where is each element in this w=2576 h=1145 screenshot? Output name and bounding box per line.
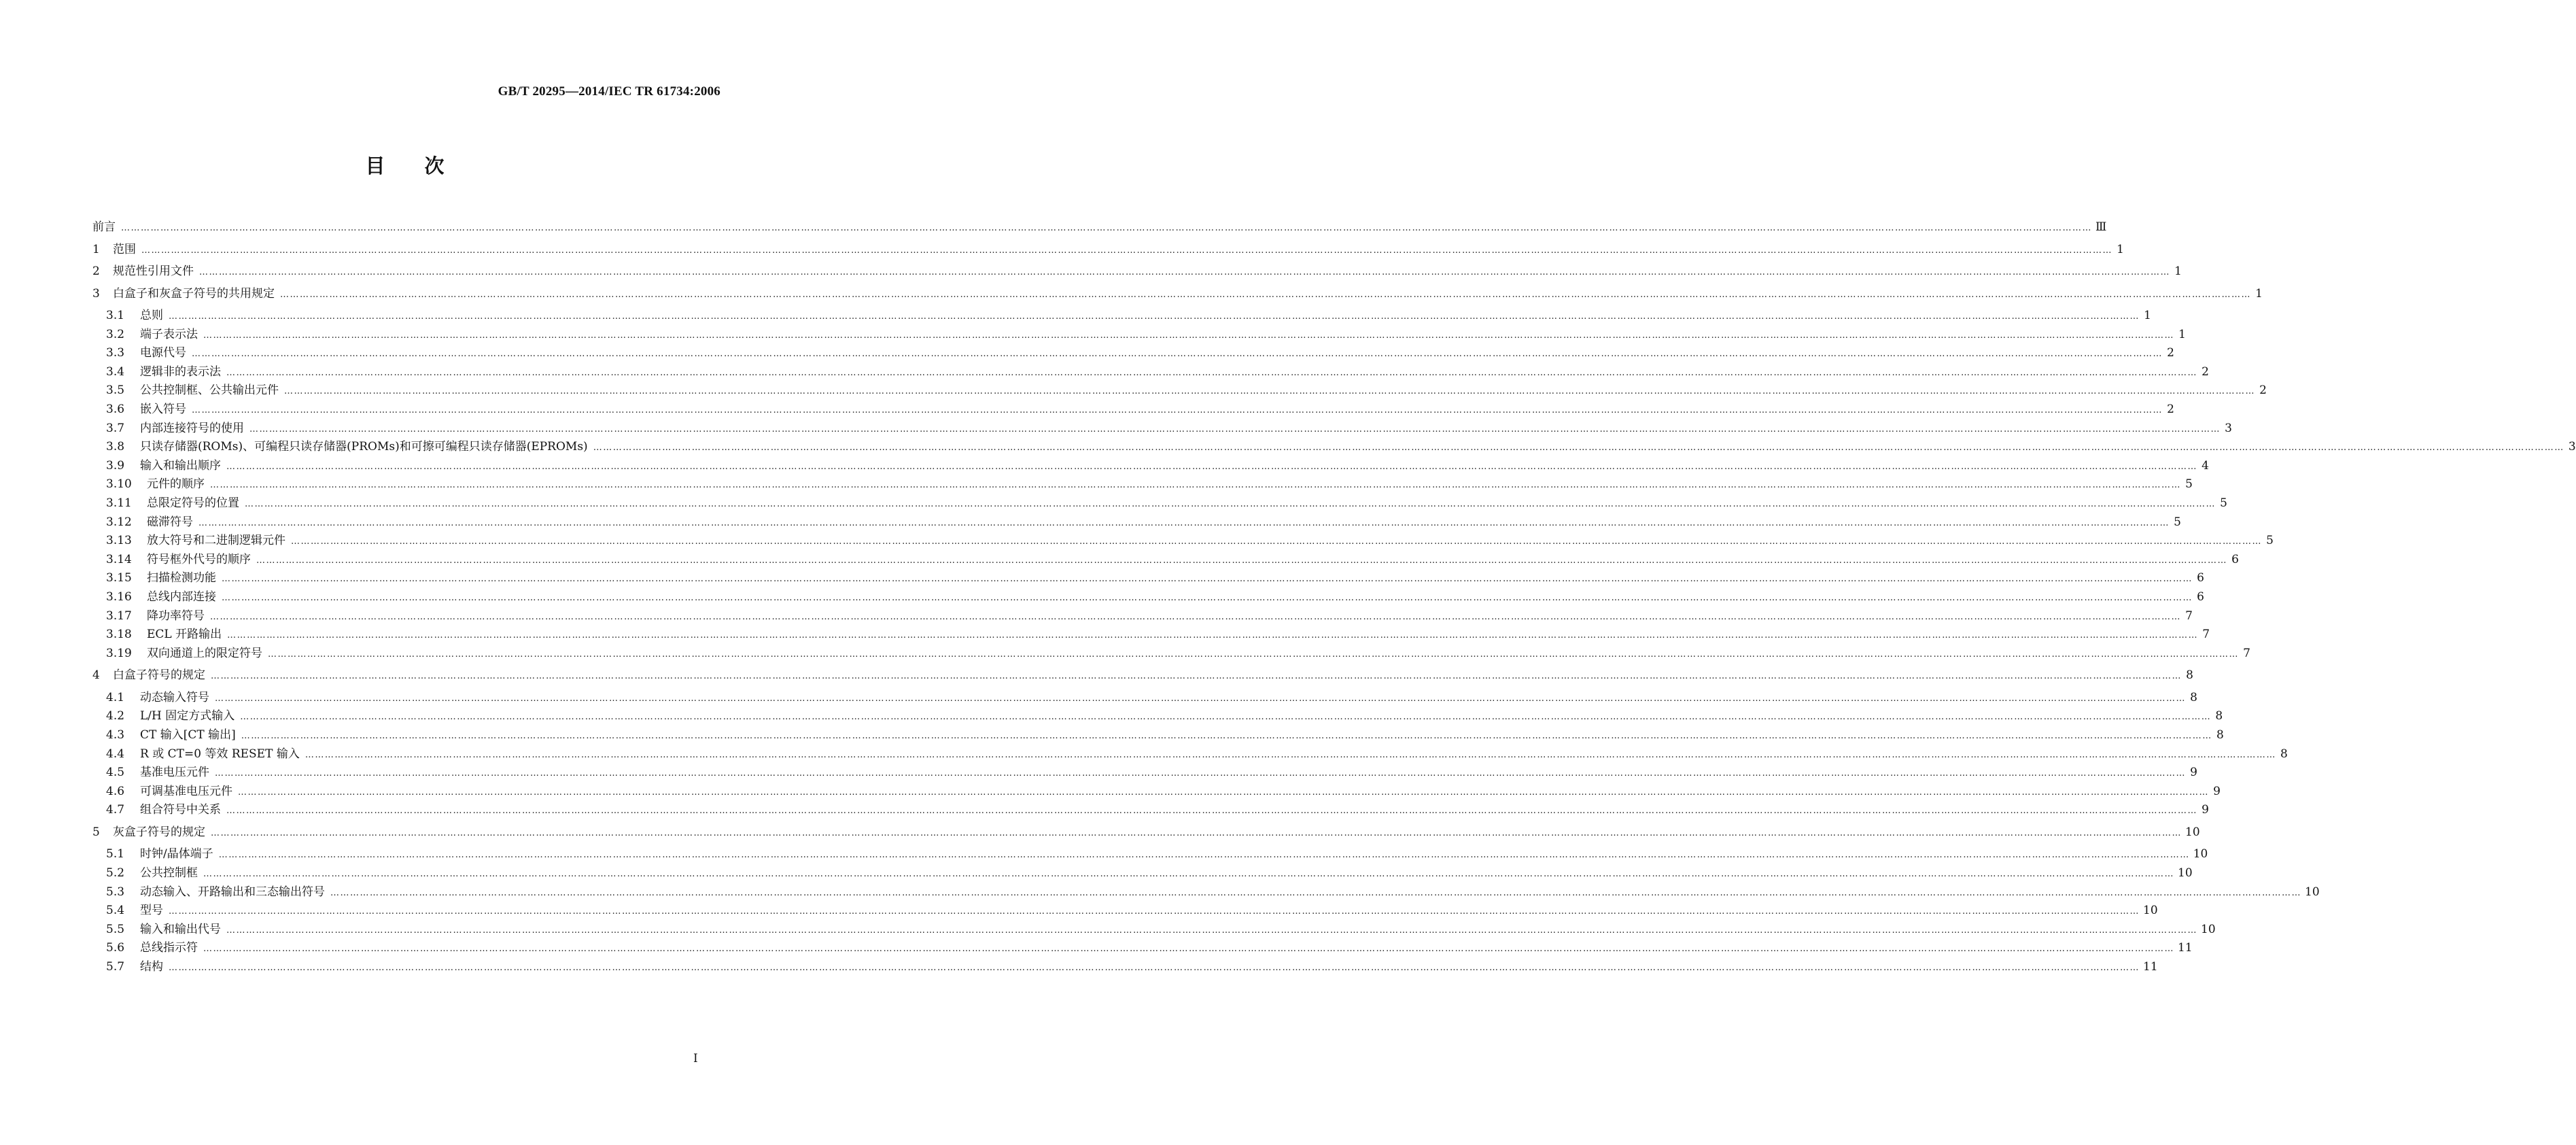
toc-entry-number: 5.2 bbox=[106, 866, 125, 880]
toc-entry-page: 2 bbox=[2259, 383, 2267, 398]
toc-entry[interactable] bbox=[92, 708, 2223, 725]
toc-leader-dots: …………………………………………………………………………………………………………………………………………………………………………………………………………………………………………………………………………………………………………………………………………………………………………………………………………………………………………………………………………………………………………………………………………………… bbox=[268, 649, 2239, 660]
toc-entry-label: 输入和输出代号 bbox=[140, 922, 221, 936]
toc-entry-page: 1 bbox=[2178, 327, 2186, 341]
toc-entry[interactable] bbox=[92, 645, 2250, 663]
toc-entry-number: 5.5 bbox=[106, 922, 125, 936]
toc-entry-label: 电源代号 bbox=[140, 346, 186, 360]
toc-entry[interactable] bbox=[92, 746, 2288, 764]
toc-entry-label: 双向通道上的限定符号 bbox=[147, 646, 262, 660]
toc-entry[interactable] bbox=[92, 532, 2274, 550]
standard-number-header: GB/T 20295—2014/IEC TR 61734:2006 bbox=[498, 84, 720, 99]
toc-entry-number: 2 bbox=[92, 264, 100, 278]
toc-leader-dots: …………………………………………………………………………………………………………………………………………………………………………………………………………………………………………………………………………………………………………………………………………………………………………………………………………………………………………………………………………………………………………………………………………………… bbox=[226, 461, 2197, 472]
toc-entry-page: 7 bbox=[2202, 628, 2210, 642]
toc-entry-label: 组合符号中关系 bbox=[140, 803, 221, 817]
toc-leader-dots: …………………………………………………………………………………………………………………………………………………………………………………………………………………………………………………………………………………………………………………………………………………………………………………………………………………………………………………………………………………………………………………………………………………… bbox=[218, 850, 2190, 861]
toc-entry-label: 总线内部连接 bbox=[147, 590, 216, 604]
toc-entry-number: 5.7 bbox=[106, 960, 125, 974]
toc-entry-number: 3.15 bbox=[106, 571, 132, 585]
toc-entry-page: 9 bbox=[2201, 803, 2209, 817]
toc-entry-number: 4.6 bbox=[106, 784, 125, 798]
toc-entry-label: 元件的顺序 bbox=[147, 477, 205, 492]
toc-leader-dots: …………………………………………………………………………………………………………………………………………………………………………………………………………………………………………………………………………………………………………………………………………………………………………………………………………………………………………………………………………………………………………………………………………………… bbox=[241, 731, 2212, 741]
toc-entry[interactable] bbox=[92, 570, 2204, 587]
toc-entry-label: L/H 固定方式输入 bbox=[140, 709, 235, 723]
toc-leader-dots: …………………………………………………………………………………………………………………………………………………………………………………………………………………………………………………………………………………………………………………………………………………………………………………………………………………………………………………………………………………………………………………………………………………… bbox=[240, 712, 2212, 723]
toc-entry[interactable] bbox=[92, 802, 2209, 819]
toc-entry-number: 5.1 bbox=[106, 847, 125, 861]
toc-entry-label: 磁滞符号 bbox=[147, 515, 193, 529]
toc-entry-label: 结构 bbox=[140, 960, 163, 974]
toc-entry-number: 3.2 bbox=[106, 327, 125, 341]
toc-leader-dots: …………………………………………………………………………………………………………………………………………………………………………………………………………………………………………………………………………………………………………………………………………………………………………………………………………………………………………………………………………………………………………………………………………………… bbox=[227, 630, 2199, 641]
toc-leader-dots: …………………………………………………………………………………………………………………………………………………………………………………………………………………………………………………………………………………………………………………………………………………………………………………………………………………………………………………………………………………………………………………………………………………… bbox=[211, 671, 2182, 682]
toc-entry-label: 灰盒子符号的规定 bbox=[113, 825, 205, 839]
toc-leader-dots: …………………………………………………………………………………………………………………………………………………………………………………………………………………………………………………………………………………………………………………………………………………………………………………………………………………………………………………………………………………………………………………………………………………… bbox=[169, 963, 2140, 973]
toc-leader-dots: …………………………………………………………………………………………………………………………………………………………………………………………………………………………………………………………………………………………………………………………………………………………………………………………………………………………………………………………………………………………………………………………………………………… bbox=[222, 593, 2193, 603]
toc-entry-number: 3.10 bbox=[106, 477, 132, 492]
toc-leader-dots: …………………………………………………………………………………………………………………………………………………………………………………………………………………………………………………………………………………………………………………………………………………………………………………………………………………………………………………………………………………………………………………………………………………… bbox=[192, 405, 2163, 415]
toc-entry-label: 动态输入符号 bbox=[140, 690, 209, 704]
toc-leader-dots: …………………………………………………………………………………………………………………………………………………………………………………………………………………………………………………………………………………………………………………………………………………………………………………………………………………………………………………………………………………………………………………………………………………… bbox=[198, 517, 2170, 528]
toc-entry-page: 1 bbox=[2174, 264, 2182, 278]
toc-entry-label: 嵌入符号 bbox=[140, 403, 186, 416]
toc-leader-dots: …………………………………………………………………………………………………………………………………………………………………………………………………………………………………………………………………………………………………………………………………………………………………………………………………………………………………………………………………………………………………………………………………………………… bbox=[203, 330, 2174, 341]
toc-entry-page: 6 bbox=[2197, 571, 2204, 585]
toc-entry-number: 5.4 bbox=[106, 904, 125, 918]
toc-entry-page: 7 bbox=[2185, 609, 2193, 623]
toc-entry[interactable] bbox=[92, 307, 2151, 325]
toc-entry-label: 放大符号和二进制逻辑元件 bbox=[147, 534, 285, 548]
toc-entry-number: 3.14 bbox=[106, 552, 132, 566]
toc-entry-page: 10 bbox=[2143, 904, 2158, 918]
toc-entry-page: 3 bbox=[2225, 421, 2232, 435]
toc-entry-label: 型号 bbox=[140, 904, 163, 918]
toc-entry-number: 3 bbox=[92, 286, 100, 301]
toc-entry[interactable] bbox=[92, 727, 2224, 745]
toc-entry-number: 3.16 bbox=[106, 590, 132, 604]
toc-entry-page: Ⅲ bbox=[2095, 220, 2107, 234]
toc-entry-label: 动态输入、开路输出和三态输出符号 bbox=[140, 885, 325, 899]
toc-leader-dots: …………………………………………………………………………………………………………………………………………………………………………………………………………………………………………………………………………………………………………………………………………………………………………………………………………………………………………………………………………………………………………………………………………………… bbox=[203, 869, 2174, 879]
toc-entry-number: 4.2 bbox=[106, 709, 125, 723]
toc-entry-label: 基准电压元件 bbox=[140, 766, 209, 780]
toc-entry-label: 输入和输出顺序 bbox=[140, 458, 221, 473]
toc-entry-label: 白盒子符号的规定 bbox=[113, 668, 205, 683]
toc-entry-number: 4.1 bbox=[106, 690, 125, 704]
toc-entry-page: 8 bbox=[2215, 709, 2223, 723]
toc-entry-number: 4.7 bbox=[106, 803, 125, 817]
toc-entry-number: 5 bbox=[92, 825, 100, 839]
toc-entry-number: 5.3 bbox=[106, 885, 125, 899]
toc-entry[interactable] bbox=[92, 959, 2158, 976]
toc-entry-number: 3.17 bbox=[106, 609, 132, 623]
toc-leader-dots: …………………………………………………………………………………………………………………………………………………………………………………………………………………………………………………………………………………………………………………………………………………………………………………………………………………………………………………………………………………………………………………………………………………… bbox=[226, 806, 2197, 817]
toc-entry-page: 8 bbox=[2190, 690, 2197, 704]
toc-entry[interactable] bbox=[92, 884, 2320, 902]
toc-entry-label: 总线指示符 bbox=[140, 941, 198, 955]
toc-entry[interactable] bbox=[92, 589, 2204, 606]
toc-entry-number: 4.4 bbox=[106, 747, 125, 761]
toc-entry-number: 4.5 bbox=[106, 766, 125, 780]
toc-leader-dots: …………………………………………………………………………………………………………………………………………………………………………………………………………………………………………………………………………………………………………………………………………………………………………………………………………………………………………………………………………………………………………………………………………………… bbox=[169, 311, 2140, 322]
toc-entry[interactable] bbox=[92, 401, 2174, 419]
toc-entry-page: 2 bbox=[2167, 403, 2174, 416]
toc-entry-page: 10 bbox=[2178, 866, 2193, 880]
toc-entry-page: 5 bbox=[2220, 496, 2227, 510]
title-part-1: 目 bbox=[365, 154, 385, 177]
toc-entry[interactable] bbox=[92, 326, 2186, 344]
toc-entry-label: 公共控制框、公共输出元件 bbox=[140, 383, 279, 398]
toc-entry[interactable] bbox=[92, 263, 2182, 281]
toc-entry-label: 只读存储器(ROMs)、可编程只读存储器(PROMs)和可擦可编程只读存储器(EPROMs) bbox=[140, 440, 588, 454]
toc-entry-page: 10 bbox=[2201, 922, 2216, 936]
toc-entry-label: CT 输入[CT 输出] bbox=[140, 728, 236, 742]
toc-leader-dots: …………………………………………………………………………………………………………………………………………………………………………………………………………………………………………………………………………………………………………………………………………………………………………………………………………………………………………………………………………………………………………………………………………………… bbox=[284, 386, 2255, 397]
toc-entry[interactable] bbox=[92, 921, 2216, 939]
toc-leader-dots: …………………………………………………………………………………………………………………………………………………………………………………………………………………………………………………………………………………………………………………………………………………………………………………………………………………………………………………………………………………………………………………………………………………… bbox=[256, 555, 2227, 566]
toc-entry[interactable] bbox=[92, 439, 2576, 456]
toc-entry[interactable] bbox=[92, 495, 2227, 513]
toc-entry[interactable] bbox=[92, 667, 2193, 685]
toc-leader-dots: …………………………………………………………………………………………………………………………………………………………………………………………………………………………………………………………………………………………………………………………………………………………………………………………………………………………………………………………………………………………………………………………………………………… bbox=[330, 887, 2301, 898]
toc-entry-number: 4.3 bbox=[106, 728, 125, 742]
toc-leader-dots: …………………………………………………………………………………………………………………………………………………………………………………………………………………………………………………………………………………………………………………………………………………………………………………………………………………………………………………………………………………………………………………………………………………… bbox=[199, 267, 2170, 277]
toc-entry[interactable] bbox=[92, 764, 2197, 782]
toc-entry-page: 1 bbox=[2255, 286, 2263, 301]
toc-entry[interactable] bbox=[92, 345, 2174, 362]
toc-leader-dots: …………………………………………………………………………………………………………………………………………………………………………………………………………………………………………………………………………………………………………………………………………………………………………………………………………………………………………………………………………………………………………………………………………………… bbox=[226, 367, 2197, 378]
toc-entry-number: 3.5 bbox=[106, 383, 125, 398]
toc-entry-label: 扫描检测功能 bbox=[147, 571, 216, 585]
toc-entry-page: 8 bbox=[2186, 668, 2193, 683]
toc-entry-label: 范围 bbox=[113, 242, 136, 256]
toc-entry-page: 2 bbox=[2167, 346, 2174, 360]
toc-leader-dots: …………………………………………………………………………………………………………………………………………………………………………………………………………………………………………………………………………………………………………………………………………………………………………………………………………………………………………………………………………………………………………………………………………………… bbox=[210, 480, 2181, 491]
toc-entry[interactable] bbox=[92, 476, 2193, 494]
page-number: I bbox=[693, 1052, 698, 1065]
toc-entry[interactable] bbox=[92, 783, 2221, 801]
toc-entry-number: 3.18 bbox=[106, 628, 132, 642]
toc-entry[interactable] bbox=[92, 824, 2200, 842]
toc-entry-page: 1 bbox=[2117, 242, 2124, 256]
toc-entry[interactable] bbox=[92, 286, 2263, 303]
toc-entry-page: 10 bbox=[2193, 847, 2208, 861]
title-part-2: 次 bbox=[424, 154, 445, 177]
toc-entry-number: 3.6 bbox=[106, 403, 125, 416]
toc-entry-page: 4 bbox=[2201, 458, 2209, 473]
toc-entry-number: 4 bbox=[92, 668, 100, 683]
toc-entry-page: 6 bbox=[2231, 552, 2239, 566]
toc-entry[interactable] bbox=[92, 458, 2209, 475]
toc-entry-number: 1 bbox=[92, 242, 100, 256]
toc-entry-number: 5.6 bbox=[106, 941, 125, 955]
toc-leader-dots: …………………………………………………………………………………………………………………………………………………………………………………………………………………………………………………………………………………………………………………………………………………………………………………………………………………………………………………………………………………………………………………………………………………… bbox=[304, 749, 2276, 760]
toc-entry-page: 5 bbox=[2174, 515, 2181, 529]
toc-entry[interactable] bbox=[92, 846, 2208, 864]
toc-entry[interactable] bbox=[92, 689, 2197, 707]
toc-leader-dots: …………………………………………………………………………………………………………………………………………………………………………………………………………………………………………………………………………………………………………………………………………………………………………………………………………………………………………………………………………………………………………………………………………………… bbox=[121, 223, 2092, 233]
toc-leader-dots: …………………………………………………………………………………………………………………………………………………………………………………………………………………………………………………………………………………………………………………………………………………………………………………………………………………………………………………………………………………………………………………………………………………… bbox=[249, 424, 2221, 434]
toc-entry[interactable] bbox=[92, 364, 2209, 381]
toc-entry[interactable] bbox=[92, 241, 2124, 259]
toc-entry[interactable] bbox=[92, 902, 2158, 920]
toc-entry[interactable] bbox=[92, 551, 2239, 569]
toc-entry-page: 3 bbox=[2568, 440, 2576, 454]
toc-entry[interactable] bbox=[92, 420, 2232, 438]
toc-entry-page: 7 bbox=[2243, 646, 2250, 660]
toc-leader-dots: …………………………………………………………………………………………………………………………………………………………………………………………………………………………………………………………………………………………………………………………………………………………………………………………………………………………………………………………………………………………………………………………………………………… bbox=[222, 574, 2193, 585]
toc-leader-dots: …………………………………………………………………………………………………………………………………………………………………………………………………………………………………………………………………………………………………………………………………………………………………………………………………………………………………………………………………………………………………………………………………………………… bbox=[593, 443, 2564, 454]
toc-entry-page: 5 bbox=[2185, 477, 2193, 492]
toc-entry-number: 3.7 bbox=[106, 421, 125, 435]
toc-entry-page: 5 bbox=[2266, 534, 2274, 548]
toc-entry-page: 6 bbox=[2197, 590, 2204, 604]
toc-entry-number: 3.1 bbox=[106, 309, 125, 322]
toc-leader-dots: …………………………………………………………………………………………………………………………………………………………………………………………………………………………………………………………………………………………………………………………………………………………………………………………………………………………………………………………………………………………………………………………………………………… bbox=[215, 693, 2186, 704]
toc-entry-label: 规范性引用文件 bbox=[113, 264, 194, 278]
toc-entry-page: 10 bbox=[2185, 825, 2200, 839]
toc-entry-number: 3.12 bbox=[106, 515, 132, 529]
toc-leader-dots: …………………………………………………………………………………………………………………………………………………………………………………………………………………………………………………………………………………………………………………………………………………………………………………………………………………………………………………………………………………………………………………………………………………… bbox=[291, 536, 2262, 547]
toc-entry-label: R 或 CT=0 等效 RESET 输入 bbox=[140, 747, 300, 761]
toc-entry-label: 总限定符号的位置 bbox=[147, 496, 239, 510]
page-title bbox=[0, 151, 810, 179]
toc-entry-label: 符号框外代号的顺序 bbox=[147, 552, 251, 566]
toc-leader-dots: …………………………………………………………………………………………………………………………………………………………………………………………………………………………………………………………………………………………………………………………………………………………………………………………………………………………………………………………………………………………………………………………………………………… bbox=[280, 289, 2251, 300]
toc-leader-dots: …………………………………………………………………………………………………………………………………………………………………………………………………………………………………………………………………………………………………………………………………………………………………………………………………………………………………………………………………………………………………………………………………………………… bbox=[210, 611, 2181, 622]
toc-entry[interactable] bbox=[92, 940, 2193, 957]
toc-entry-label: 端子表示法 bbox=[140, 327, 198, 341]
toc-entry-label: 白盒子和灰盒子符号的共用规定 bbox=[113, 286, 275, 301]
toc-entry-label: 内部连接符号的使用 bbox=[140, 421, 244, 435]
toc-entry-page: 11 bbox=[2178, 941, 2193, 955]
toc-entry-page: 8 bbox=[2216, 728, 2224, 742]
toc-entry-label: 降功率符号 bbox=[147, 609, 205, 623]
toc-leader-dots: …………………………………………………………………………………………………………………………………………………………………………………………………………………………………………………………………………………………………………………………………………………………………………………………………………………………………………………………………………………………………………………………………………………… bbox=[215, 768, 2186, 779]
toc-entry[interactable] bbox=[92, 608, 2193, 626]
toc-entry-label: 时钟/晶体端子 bbox=[140, 847, 213, 861]
toc-entry-page: 9 bbox=[2190, 766, 2197, 780]
toc-entry[interactable] bbox=[92, 219, 2107, 237]
toc-leader-dots: …………………………………………………………………………………………………………………………………………………………………………………………………………………………………………………………………………………………………………………………………………………………………………………………………………………………………………………………………………………………………………………………………………………… bbox=[238, 787, 2209, 798]
toc-leader-dots: …………………………………………………………………………………………………………………………………………………………………………………………………………………………………………………………………………………………………………………………………………………………………………………………………………………………………………………………………………………………………………………………………………………… bbox=[141, 245, 2112, 256]
toc-leader-dots: …………………………………………………………………………………………………………………………………………………………………………………………………………………………………………………………………………………………………………………………………………………………………………………………………………………………………………………………………………………………………………………………………………………… bbox=[226, 925, 2197, 936]
toc-entry-label: 逻辑非的表示法 bbox=[140, 364, 221, 379]
toc-leader-dots: …………………………………………………………………………………………………………………………………………………………………………………………………………………………………………………………………………………………………………………………………………………………………………………………………………………………………………………………………………………………………………………………………………………… bbox=[192, 349, 2163, 360]
toc-entry-number: 3.4 bbox=[106, 364, 125, 379]
toc-entry-page: 9 bbox=[2213, 784, 2221, 798]
toc-entry-number: 3.8 bbox=[106, 440, 125, 454]
toc-entry-page: 8 bbox=[2280, 747, 2288, 761]
toc-leader-dots: …………………………………………………………………………………………………………………………………………………………………………………………………………………………………………………………………………………………………………………………………………………………………………………………………………………………………………………………………………………………………………………………………………………… bbox=[245, 499, 2216, 509]
toc-leader-dots: …………………………………………………………………………………………………………………………………………………………………………………………………………………………………………………………………………………………………………………………………………………………………………………………………………………………………………………………………………………………………………………………………………………… bbox=[169, 906, 2140, 917]
toc-entry[interactable] bbox=[92, 865, 2193, 883]
toc-entry-number: 3.13 bbox=[106, 534, 132, 548]
toc-entry-page: 1 bbox=[2144, 309, 2151, 322]
toc-entry-label: 总则 bbox=[140, 309, 163, 322]
toc-entry-label: 公共控制框 bbox=[140, 866, 198, 880]
toc-entry-label: 可调基准电压元件 bbox=[140, 784, 232, 798]
toc-leader-dots: …………………………………………………………………………………………………………………………………………………………………………………………………………………………………………………………………………………………………………………………………………………………………………………………………………………………………………………………………………………………………………………………………………………… bbox=[211, 827, 2182, 838]
toc-entry-label: ECL 开路输出 bbox=[147, 628, 222, 642]
toc-entry-label: 前言 bbox=[92, 220, 116, 234]
toc-entry[interactable] bbox=[92, 626, 2210, 644]
toc-entry-number: 3.19 bbox=[106, 646, 132, 660]
toc-entry[interactable] bbox=[92, 382, 2267, 400]
toc-leader-dots: …………………………………………………………………………………………………………………………………………………………………………………………………………………………………………………………………………………………………………………………………………………………………………………………………………………………………………………………………………………………………………………………………………………… bbox=[203, 944, 2174, 955]
toc-entry-page: 11 bbox=[2143, 960, 2158, 974]
toc-entry[interactable] bbox=[92, 514, 2181, 532]
toc-entry-number: 3.9 bbox=[106, 458, 125, 473]
toc-entry-page: 10 bbox=[2305, 885, 2320, 899]
toc-entry-page: 2 bbox=[2201, 364, 2209, 379]
toc-entry-number: 3.11 bbox=[106, 496, 132, 510]
toc-entry-number: 3.3 bbox=[106, 346, 125, 360]
